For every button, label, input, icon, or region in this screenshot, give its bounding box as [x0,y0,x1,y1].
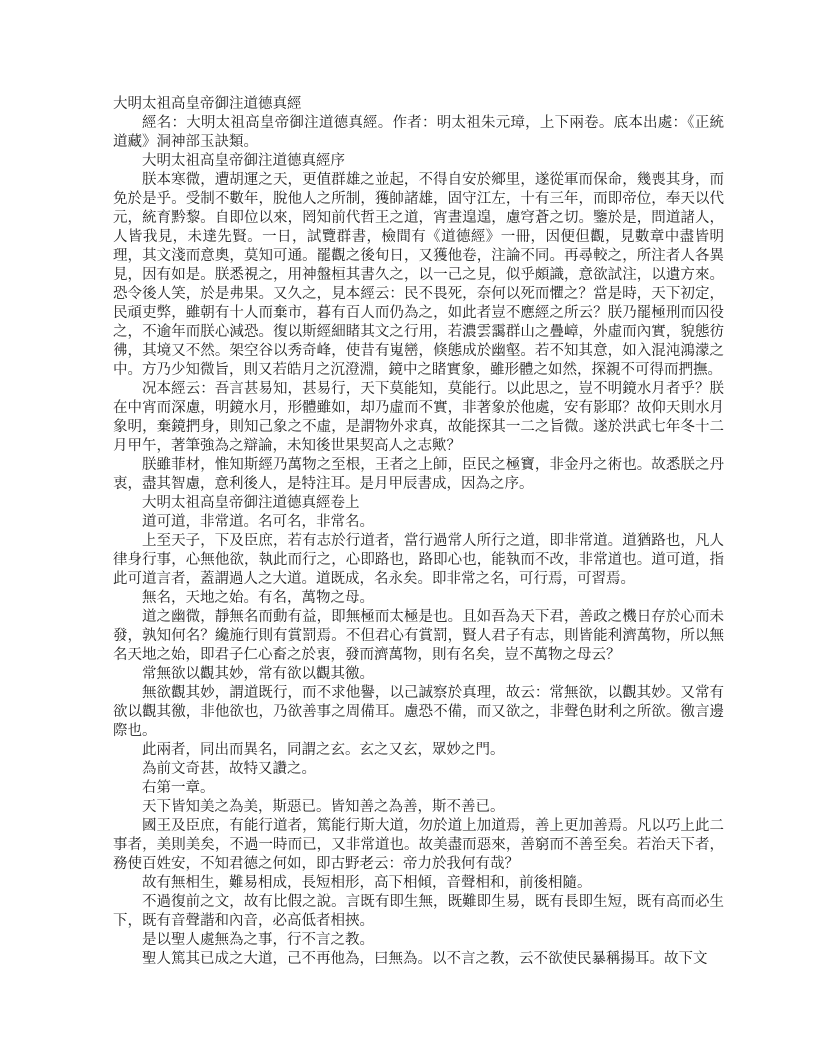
commentary-7: 聖人篤其已成之大道，己不再他為，曰無為。以不言之教，云不欲使民暴稱揚耳。故下文 [142,951,708,967]
commentary-3: 無欲觀其妙，謂道既行，而不求他譽，以己誠察於真理，故云：常無欲，以觀其妙。又常有欲以觀其徼，非他欲也，乃欲善事之周備耳。慮恐不備，而又欲之，非聲色財利之所欲。徼言邊際也。 [113,685,724,739]
bibliographic-note: 經名：大明太祖高皇帝御注道德真經。作者：明太祖朱元璋，上下兩卷。底本出處：《正統道藏》洞神部玉訣類。 [113,115,724,150]
commentary-6: 不過復前之文，故有比假之說。言既有即生無，既難即生易，既有長即生短，既有高而必生下，既有音聲諧和內音，必高低者相挾。 [113,894,724,929]
scripture-line-3: 常無欲以觀其妙，常有欲以觀其徼。 [142,666,374,682]
preface-para-1: 朕本寒微，遭胡運之天，更值群雄之並起，不得自安於鄉里，遂從軍而保命，幾喪其身，而免於是乎。受制不數年，脫他人之所制，獲帥諸雄，固守江左，十有三年，而即帝位，奉天以代元，統育黔黎。自即位以來，罔知前代哲王之道，宵晝遑遑，慮穹蒼之切。鑒於是，問道諸人，人皆我見，未達先賢。一日，試覽群書，檢間有《道德經》一冊，因便但觀，見數章中盡皆明理，其文淺而意奧，莫知可通。罷觀之後旬日，又獲他卷，注論不同。再尋較之，所注者人各異見，因有如是。朕悉視之，用神盤桓其書久之，以一己之見，似乎頗識，意欲試注，以遺方來。恐令後人笑，於是弗果。又久之，見本經云：民不畏死，奈何以死而懼之？當是時，天下初定，民頑吏弊，雖朝有十人而棄市，暮有百人而仍為之，如此者豈不應經之所云？朕乃罷極刑而囚役之，不逾年而朕心減恐。復以斯經細睹其文之行用，若濃雲靄群山之疊嶂，外虛而內實，貌態彷彿，其境又不然。架空谷以秀奇峰，使昔有嵬巒，倏態成於幽壑。若不知其意，如入混沌鴻濛之中。方乃少知微旨，則又若皓月之沉澄淵，鏡中之睹實象，雖形體之如然，探親不可得而捫撫。 [113,172,724,378]
preface-para-2: 况本經云：吾言甚易知，甚易行，天下莫能知，莫能行。以此思之，豈不明鏡水月者乎？朕在中宵而深慮，明鏡水月，形體雖如，却乃虛而不實，非著象於他處，安有影耶？故仰天則水月象明，棄鏡捫身，則知己象之不虛，是謂物外求真，故能探其一二之旨微。遂於洪武七年冬十二月甲午，著筆強為之辯論，未知後世果契高人之志歟？ [113,381,724,454]
commentary-5: 國王及臣庶，有能行道者，篤能行斯大道，勿於道上加道焉，善上更加善焉。凡以巧上此二事者，美則美矣，不過一時而已，又非常道也。故美盡而惡來，善窮而不善至矣。若治天下者，務使百姓安，不知君德之何如，即古野老云：帝力於我何有哉？ [113,818,724,872]
document-page [113,95,724,969]
scripture-line-4: 此兩者，同出而異名，同謂之玄。玄之又玄，眾妙之門。 [142,742,505,758]
chapter-marker: 右第一章。 [142,780,215,796]
commentary-2: 道之幽微，靜無名而動有益，即無極而太極是也。且如吾為天下君，善政之機日存於心而未發，孰知何名？纔施行則有賞罰焉。不但君心有賞罰，賢人君子有志，則皆能利濟萬物，所以無名天地之始，即君子仁心畜之於衷，發而濟萬物，則有名矣，豈不萬物之母云？ [113,609,724,663]
commentary-4: 為前文奇甚，故特又讚之。 [142,761,316,777]
scripture-line-2: 無名，天地之始。有名，萬物之母。 [142,590,374,606]
preface-title: 大明太祖高皇帝御注道德真經序 [142,153,345,169]
scripture-line-1: 道可道，非常道。名可名，非常名。 [142,514,374,530]
doc-title: 大明太祖高皇帝御注道德真經 [113,96,302,112]
preface-para-3: 朕雖菲材，惟知斯經乃萬物之至根，王者之上師，臣民之極寶，非金丹之術也。故悉朕之丹衷，盡其智慮，意利後人，是特注耳。是月甲辰書成，因為之序。 [113,457,724,492]
scripture-line-5: 天下皆知美之為美，斯惡已。皆知善之為善，斯不善已。 [142,799,505,815]
volume-title: 大明太祖高皇帝御注道德真經卷上 [142,495,360,511]
commentary-1: 上至天子，下及臣庶，若有志於行道者，當行過常人所行之道，即非常道。道猶路也，凡人律身行事，心無他欲，執此而行之，心即路也，路即心也，能執而不改，非常道也。道可道，指此可道言者，蓋謂過人之大道。道既成，名永矣。即非常之名，可行焉，可習焉。 [113,533,724,587]
scripture-line-7: 是以聖人處無為之事，行不言之教。 [142,932,374,948]
scripture-line-6: 故有無相生，難易相成，長短相形，高下相傾，音聲相和，前後相隨。 [142,875,592,891]
